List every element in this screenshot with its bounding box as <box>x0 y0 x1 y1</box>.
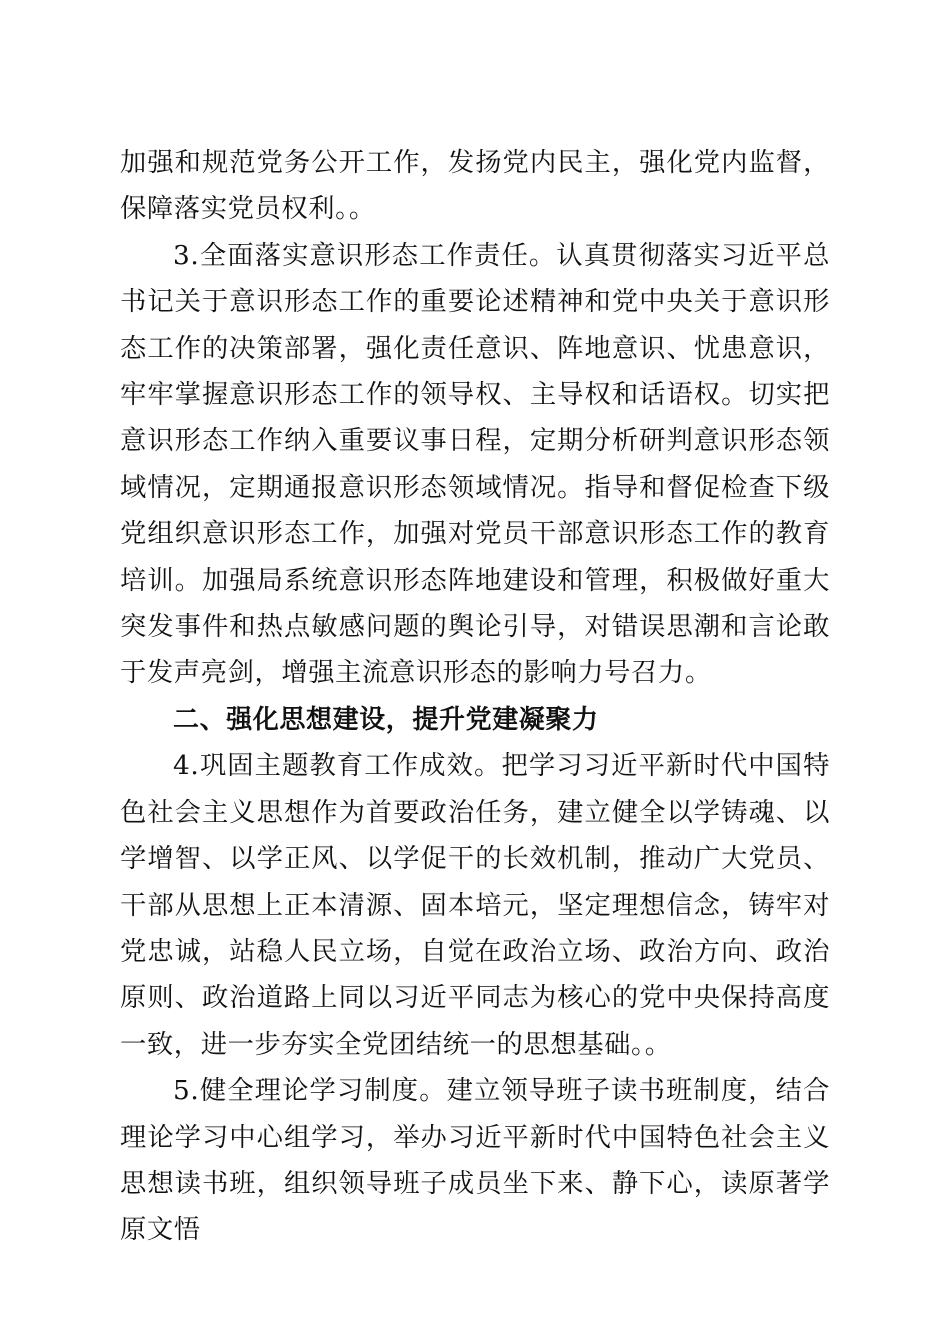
paragraph-theme-education: 4.巩固主题教育工作成效。把学习习近平新时代中国特色社会主义思想作为首要政治任务，建立健全以学铸魂、以学增智、以学正风、以学促干的长效机制，推动广大党员、干部从思想上正本清源、固本培元，坚定理想信念，铸牢对党忠诚，站稳人民立场，自觉在政治立场、政治方向、政治原则、政治道路上同以习近平同志为核心的党中央保持高度一致，进一步夯实全党团结统一的思想基础。。 <box>120 751 830 1060</box>
document-body <box>120 140 830 1254</box>
section-heading-ideological-building: 二、强化思想建设，提升党建凝聚力 <box>173 704 599 735</box>
paragraph-ideology-responsibility: 3.全面落实意识形态工作责任。认真贯彻落实习近平总书记关于意识形态工作的重要论述精神和党中央关于意识形态工作的决策部署，强化责任意识、阵地意识、忧患意识，牢牢掌握意识形态工作的领导权、主导权和话语权。切实把意识形态工作纳入重要议事日程，定期分析研判意识形态领域情况，定期通报意识形态领域情况。指导和督促检查下级党组织意识形态工作，加强对党员干部意识形态工作的教育培训。加强局系统意识形态阵地建设和管理，积极做好重大突发事件和热点敏感问题的舆论引导，对错误思潮和言论敢于发声亮剑，增强主流意识形态的影响力号召力。 <box>120 240 830 689</box>
paragraph-theory-study-system: 5.健全理论学习制度。建立领导班子读书班制度，结合理论学习中心组学习，举办习近平新时代中国特色社会主义思想读书班，组织领导班子成员坐下来、静下心，读原著学原文悟 <box>120 1076 830 1246</box>
paragraph-party-affairs-openness: 加强和规范党务公开工作，发扬党内民主，强化党内监督，保障落实党员权利。。 <box>120 148 830 225</box>
